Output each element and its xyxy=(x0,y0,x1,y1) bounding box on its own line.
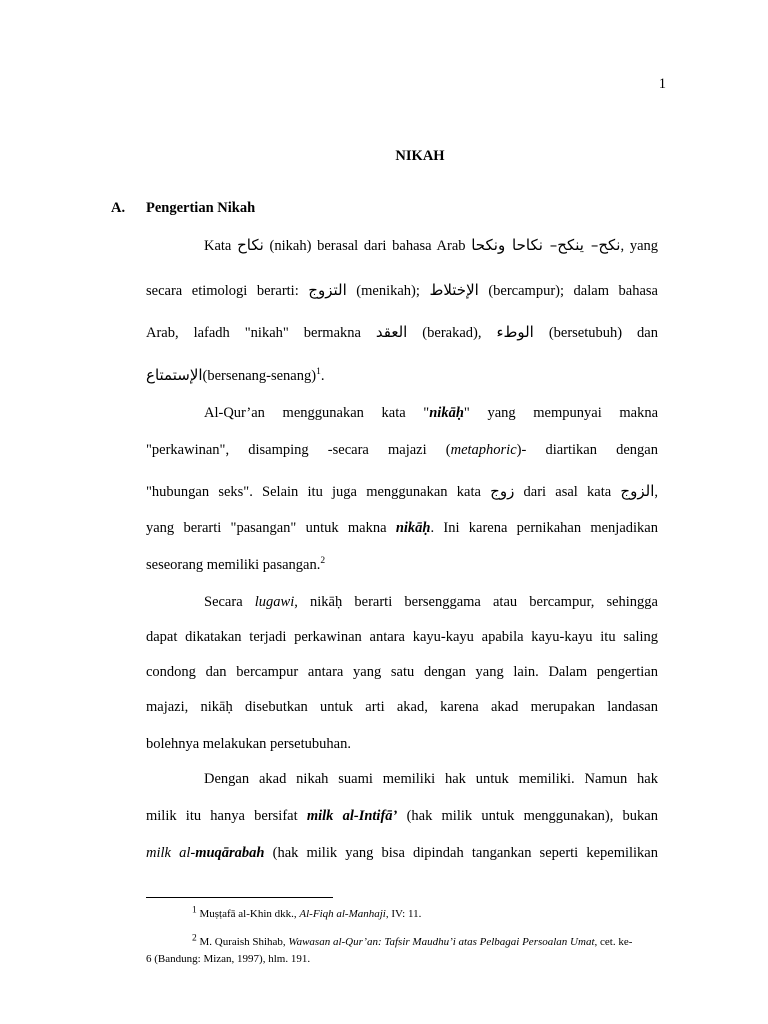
text: Kata xyxy=(204,238,238,254)
footnote-number: 2 xyxy=(192,933,197,944)
footnote-ref: 1 xyxy=(316,367,321,378)
arabic-text: العقد xyxy=(375,323,408,341)
footnote-text: 6 (Bandung: Mizan, 1997), hlm. 191. xyxy=(146,953,311,965)
paragraph-4-line-3 xyxy=(146,845,658,862)
italic-text: lugawi xyxy=(254,594,295,610)
paragraph-3-line-2: dapat dikatakan terjadi perkawinan antara kayu-kayu apabila kayu-kayu itu saling xyxy=(146,629,658,645)
arabic-text: الإستمتاع xyxy=(146,366,203,384)
text: . Ini karena pernikahan menjadikan xyxy=(430,520,658,536)
section-heading xyxy=(111,200,255,217)
paragraph-1-line-4 xyxy=(146,366,658,385)
footnote-text: M. Quraish Shihab, xyxy=(196,936,289,948)
paragraph-2-line-2 xyxy=(146,442,658,459)
paragraph-3-line-5: bolehnya melakukan persetubuhan. xyxy=(146,736,351,752)
text: Arab, lafadh "nikah" bermakna xyxy=(146,325,376,341)
section-letter: A. xyxy=(111,200,126,216)
term: muqārabah xyxy=(195,845,265,861)
arabic-text: التزوج xyxy=(308,281,347,299)
text: (menikah); xyxy=(346,283,430,299)
text: (hak milik yang bisa dipindah tangankan seperti kepemilikan xyxy=(264,845,658,861)
text: seseorang memiliki pasangan. xyxy=(146,557,321,573)
arabic-text: نكح– ينكح– نكاحا ونكحا xyxy=(471,236,621,254)
text: , yang xyxy=(620,238,658,254)
italic-text: metaphoric xyxy=(450,442,517,458)
arabic-text: زوج xyxy=(490,482,515,500)
text: yang berarti "pasangan" untuk makna xyxy=(146,520,396,536)
term: milk al-Intifā’ xyxy=(306,808,398,824)
paragraph-3-line-4: majazi, nikāḥ disebutkan untuk arti akad, karena akad merupakan landasan xyxy=(146,699,658,715)
text: )- diartikan dengan xyxy=(516,442,658,458)
text: Al-Qur’an menggunakan kata " xyxy=(204,405,430,421)
paragraph-2-line-1 xyxy=(146,405,658,422)
term: nikāḥ xyxy=(395,520,431,536)
footnote-text: , cet. ke- xyxy=(594,936,633,948)
text: , nikāḥ berarti bersenggama atau bercampur, sehingga xyxy=(294,594,658,610)
paragraph-2-line-4 xyxy=(146,520,658,537)
footnote-number: 1 xyxy=(192,905,197,916)
footnote-ref: 2 xyxy=(320,556,326,567)
text: milik itu hanya bersifat xyxy=(146,808,307,824)
arabic-text: الإختلاط xyxy=(429,281,479,299)
footnote-title: Wawasan al-Qur’an: Tafsir Maudhu’i atas Pelbagai Persoalan Umat xyxy=(288,936,595,948)
text: . xyxy=(320,368,325,384)
text: (bercampur); dalam bahasa xyxy=(478,283,658,299)
text: secara etimologi berarti: xyxy=(146,283,309,299)
section-title: Pengertian Nikah xyxy=(146,200,256,216)
footnote-divider xyxy=(146,897,333,898)
paragraph-2-line-3 xyxy=(146,482,658,501)
footnote-text: , IV: 11. xyxy=(385,908,422,920)
page-title: NIKAH xyxy=(395,148,445,164)
term: nikāḥ xyxy=(429,405,464,421)
text: Secara xyxy=(204,594,255,610)
text: dari asal kata xyxy=(514,484,621,500)
paragraph-1-line-3 xyxy=(146,323,658,342)
paragraph-1-line-2 xyxy=(146,281,658,300)
paragraph-4-line-2 xyxy=(146,808,658,825)
page-number: 1 xyxy=(658,76,666,92)
paragraph-3-line-3: condong dan bercampur antara yang satu dengan yang lain. Dalam pengertian xyxy=(146,664,658,680)
text: (berakad), xyxy=(407,325,497,341)
text: "hubungan seks". Selain itu juga menggunakan kata xyxy=(146,484,491,500)
text: , xyxy=(654,484,658,500)
footnote-text: Muṣṭafā al-Khin dkk., xyxy=(196,908,300,920)
paragraph-2-line-5 xyxy=(146,557,658,574)
paragraph-3-line-1 xyxy=(146,594,658,611)
text: " yang mempunyai makna xyxy=(463,405,659,421)
text: (hak milik untuk menggunakan), bukan xyxy=(397,808,658,824)
arabic-text: الزوج xyxy=(620,482,655,500)
text: (nikah) berasal dari bahasa Arab xyxy=(263,238,472,254)
paragraph-4-line-1: Dengan akad nikah suami memiliki hak untuk memiliki. Namun hak xyxy=(204,771,658,787)
arabic-text: نكاح xyxy=(237,236,264,254)
arabic-text: الوطء xyxy=(496,323,534,341)
footnote-1 xyxy=(146,906,658,923)
italic-text: milk al- xyxy=(146,845,196,861)
footnote-2 xyxy=(146,934,658,968)
footnote-title: Al-Fiqh al-Manhaji xyxy=(299,908,386,920)
paragraph-1-line-1 xyxy=(146,236,658,255)
text: (bersetubuh) dan xyxy=(533,325,658,341)
text: (bersenang-senang) xyxy=(202,368,317,384)
text: "perkawinan", disamping -secara majazi ( xyxy=(146,442,451,458)
